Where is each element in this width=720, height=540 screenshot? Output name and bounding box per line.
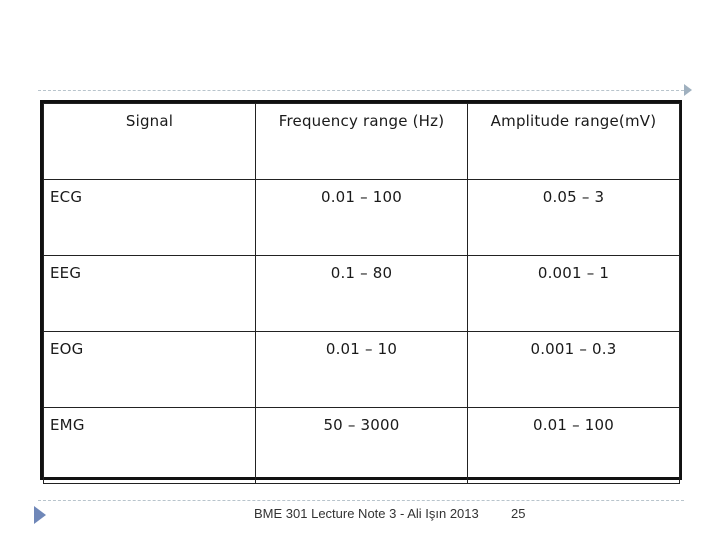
amplitude-cell: 0.001 – 1 <box>468 256 680 332</box>
frequency-cell: 0.1 – 80 <box>256 256 468 332</box>
footer-text: BME 301 Lecture Note 3 - Ali Işın 2013 <box>254 506 479 521</box>
header-frequency-range: Frequency range (Hz) <box>256 104 468 180</box>
header-signal: Signal <box>44 104 256 180</box>
amplitude-cell: 0.01 – 100 <box>468 408 680 484</box>
page-number: 25 <box>511 506 526 521</box>
divider-end-triangle-icon <box>684 84 692 96</box>
table-row <box>44 256 680 332</box>
bottom-divider <box>38 500 684 501</box>
table-row <box>44 332 680 408</box>
table-row <box>44 408 680 484</box>
signal-cell: EOG <box>44 332 256 408</box>
frequency-cell: 0.01 – 10 <box>256 332 468 408</box>
header-amplitude-range: Amplitude range(mV) <box>468 104 680 180</box>
signal-cell: EMG <box>44 408 256 484</box>
amplitude-cell: 0.001 – 0.3 <box>468 332 680 408</box>
bullet-arrow-icon <box>34 506 46 524</box>
signal-cell: EEG <box>44 256 256 332</box>
table-row <box>44 180 680 256</box>
signal-cell: ECG <box>44 180 256 256</box>
top-divider <box>38 90 684 91</box>
signal-table <box>40 100 682 480</box>
amplitude-cell: 0.05 – 3 <box>468 180 680 256</box>
frequency-cell: 50 – 3000 <box>256 408 468 484</box>
frequency-cell: 0.01 – 100 <box>256 180 468 256</box>
table-header-row <box>44 104 680 180</box>
